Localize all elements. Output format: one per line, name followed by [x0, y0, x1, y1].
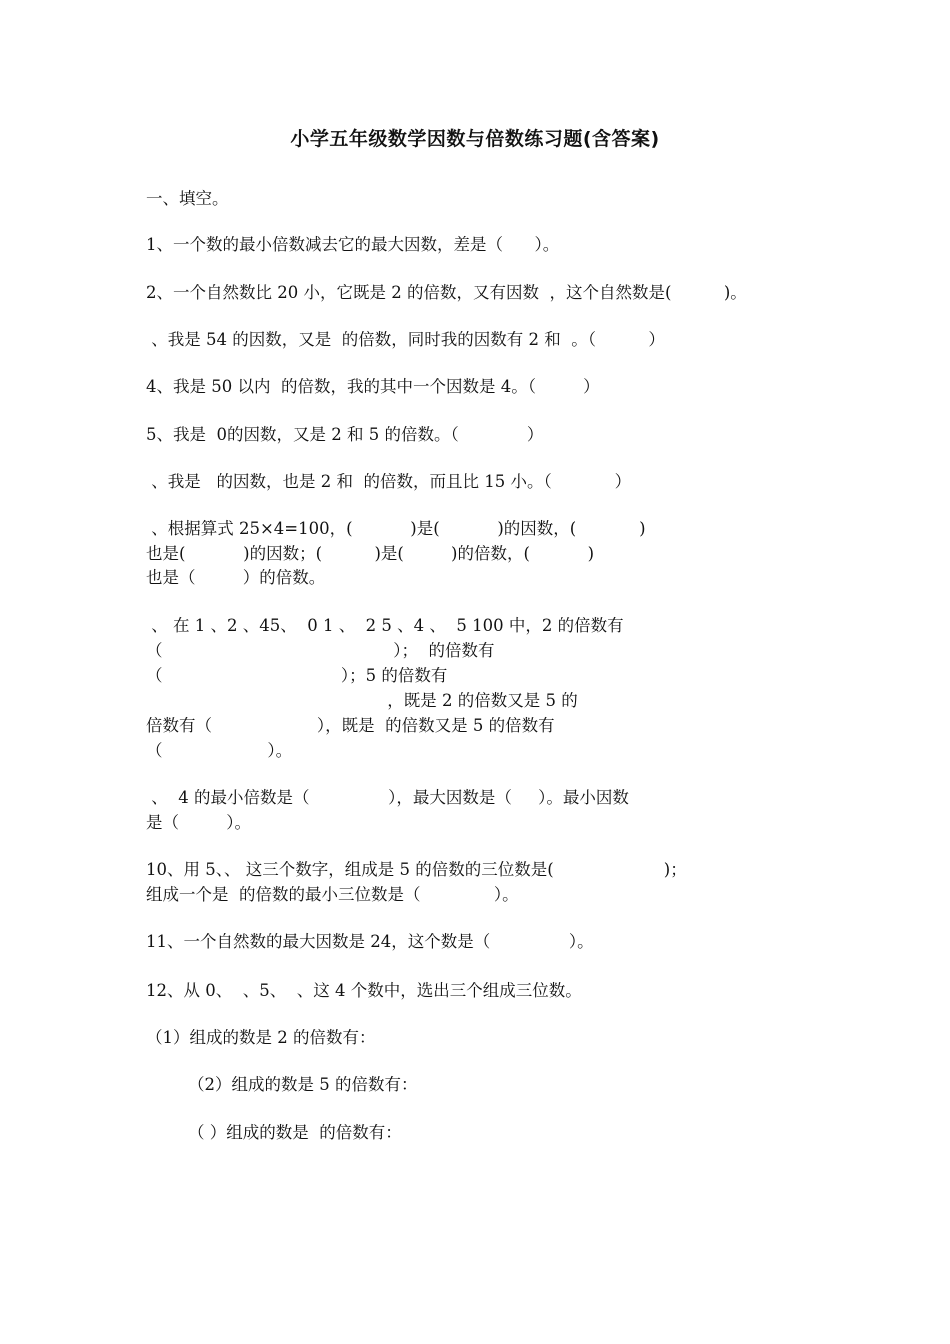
- question-line: 、根据算式 25×4=100，( )是( )的因数，( ): [146, 519, 646, 538]
- question-line: 10、用 5、、 这三个数字，组成是 5 的倍数的三位数是( )；: [146, 860, 687, 879]
- question-line: 、 在 1 、2 、45、 0 1 、 2 5 、4 、 5 100 中，2 的倍数有: [146, 616, 624, 635]
- question-line: 11、一个自然数的最大因数是 24，这个数是（ ）。: [146, 932, 594, 951]
- question-line: 12、从 0、 、5、 、这 4 个数中，选出三个组成三位数。: [146, 981, 582, 1000]
- sub-question-line: （1）组成的数是 2 的倍数有：: [146, 1028, 376, 1047]
- question-line: 5、我是 0的因数，又是 2 和 5 的倍数。（ ）: [146, 425, 544, 444]
- question-line: 4、我是 50 以内 的倍数，我的其中一个因数是 4。（ ）: [146, 377, 600, 396]
- section-heading: 一、填空。: [146, 189, 229, 208]
- question-line: 1、一个数的最小倍数减去它的最大因数，差是（ ）。: [146, 235, 560, 254]
- sub-question-line: （2）组成的数是 5 的倍数有：: [188, 1075, 418, 1094]
- question-line: 、我是 54 的因数，又是 的倍数，同时我的因数有 2 和 。（ ）: [146, 330, 665, 349]
- question-line: 2、一个自然数比 20 小，它既是 2 的倍数，又有因数 ，这个自然数是( )。: [146, 283, 747, 302]
- question-line: ，既是 2 的倍数又是 5 的: [146, 691, 578, 710]
- sub-question-line: （ ）组成的数是 的倍数有：: [188, 1123, 402, 1142]
- question-line: 组成一个是 的倍数的最小三位数是（ ）。: [146, 885, 519, 904]
- document-title: 小学五年级数学因数与倍数练习题(含答案): [290, 128, 660, 150]
- question-line: 是（ ）。: [146, 813, 251, 832]
- question-line: 、 4 的最小倍数是（ ），最大因数是（ ）。最小因数: [146, 788, 629, 807]
- question-line: （ ）； 的倍数有: [146, 641, 495, 660]
- question-line: 倍数有（ ），既是 的倍数又是 5 的倍数有: [146, 716, 555, 735]
- question-line: 也是( )的因数；( )是( )的倍数，( ): [146, 544, 595, 563]
- question-line: 也是（ ）的倍数。: [146, 568, 326, 587]
- question-line: （ ）。: [146, 741, 293, 760]
- question-line: 、我是 的因数，也是 2 和 的倍数，而且比 15 小。（ ）: [146, 472, 632, 491]
- question-line: （ ）；5 的倍数有: [146, 666, 448, 685]
